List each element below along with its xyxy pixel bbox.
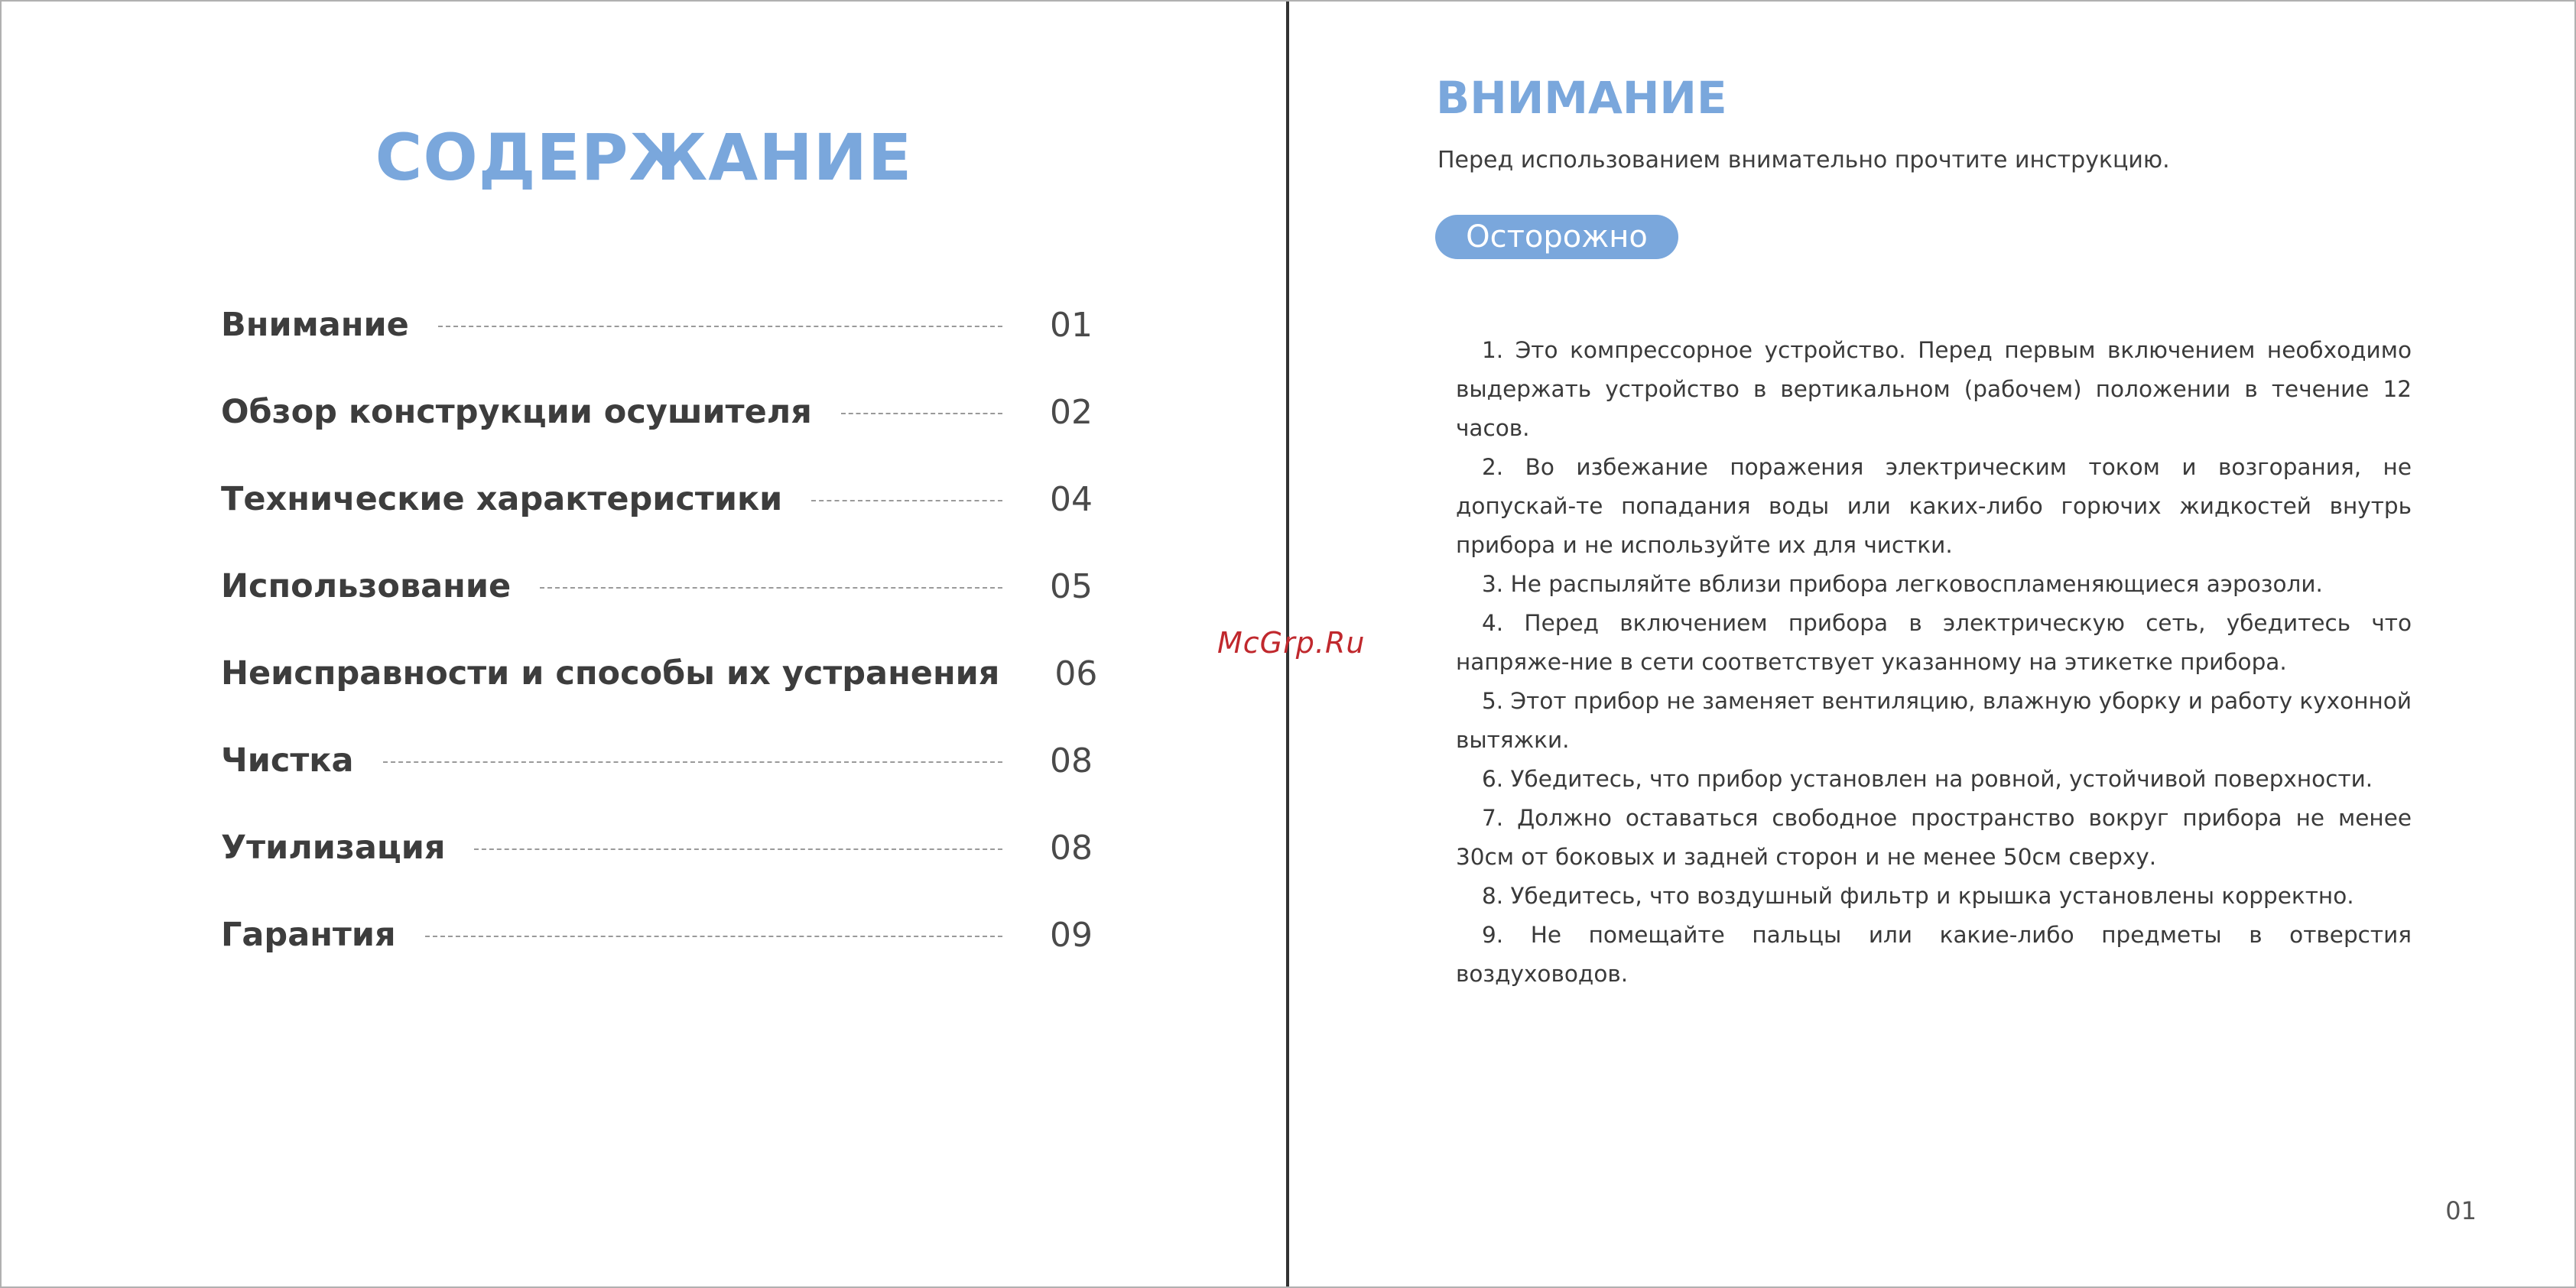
- toc-item-label: Технические характеристики: [221, 480, 783, 518]
- toc-leader-line: [438, 326, 1002, 327]
- safety-rules-list: [1456, 331, 2412, 994]
- safety-rule: 8. Убедитесь, что воздушный фильтр и крышка установлены корректно.: [1482, 883, 2354, 909]
- safety-rule: 1. Это компрессорное устройство. Перед первым включением необходимо выдержать устройство в вертикальном (рабочем) положении в течение 12 часов.: [1456, 337, 2412, 441]
- toc-leader-line: [425, 936, 1002, 937]
- toc-item[interactable]: [221, 630, 1098, 717]
- safety-rule: 5. Этот прибор не заменяет вентиляцию, влажную уборку и работу кухонной вытяжки.: [1456, 688, 2412, 753]
- toc-item[interactable]: [221, 368, 1093, 456]
- toc-item[interactable]: [221, 543, 1093, 630]
- toc-item-page: 08: [1050, 828, 1093, 868]
- safety-rule: 6. Убедитесь, что прибор установлен на ровной, устойчивой поверхности.: [1482, 766, 2373, 792]
- toc-item[interactable]: [221, 804, 1093, 891]
- watermark-text: McGrp.Ru: [1217, 626, 1366, 660]
- toc-leader-line: [474, 848, 1002, 850]
- toc-item[interactable]: [221, 456, 1093, 543]
- toc-item-label: Обзор конструкции осушителя: [221, 393, 812, 431]
- toc-item-page: 09: [1050, 915, 1093, 955]
- toc-item-page: 04: [1050, 479, 1093, 519]
- page-number: 01: [2445, 1196, 2477, 1225]
- safety-rule: 9. Не помещайте пальцы или какие-либо предметы в отверстия воздуховодов.: [1456, 922, 2412, 987]
- toc-item-label: Использование: [221, 567, 512, 605]
- toc-item-page: 08: [1050, 741, 1093, 780]
- toc-item-label: Неисправности и способы их устранения: [221, 654, 1000, 693]
- safety-rule: 2. Во избежание поражения электрическим током и возгорания, не допускай-те попадания воды или каких-либо горючих жидкостей внутрь прибора и не используйте их для чистки.: [1456, 454, 2412, 558]
- toc-item-label: Гарантия: [221, 916, 396, 954]
- safety-rule: 7. Должно оставаться свободное пространство вокруг прибора не менее 30см от боковых и задней сторон и не менее 50см сверху.: [1456, 805, 2412, 870]
- toc-page: [2, 2, 1286, 1286]
- toc-item[interactable]: [221, 717, 1093, 804]
- caution-badge: Осторожно: [1435, 215, 1678, 259]
- toc-item-page: 05: [1050, 566, 1093, 606]
- warning-title: ВНИМАНИЕ: [1436, 72, 1727, 124]
- toc-item[interactable]: [221, 281, 1093, 368]
- toc-item-label: Внимание: [221, 306, 409, 344]
- toc-item-page: 06: [1054, 654, 1098, 693]
- toc-leader-line: [841, 413, 1002, 414]
- toc-item-label: Чистка: [221, 741, 354, 780]
- safety-rule: 4. Перед включением прибора в электрическую сеть, убедитесь что напряже-ние в сети соответствует указанному на этикетке прибора.: [1456, 610, 2412, 675]
- safety-rule: 3. Не распыляйте вблизи прибора легковоспламеняющиеся аэрозоли.: [1482, 571, 2323, 597]
- toc-item-label: Утилизация: [221, 829, 446, 867]
- toc-leader-line: [540, 587, 1002, 589]
- toc-title: СОДЕРЖАНИЕ: [375, 120, 913, 195]
- toc-item-page: 02: [1050, 392, 1093, 432]
- toc-leader-line: [383, 761, 1003, 763]
- toc-item[interactable]: [221, 891, 1093, 978]
- toc-list: [221, 281, 1098, 978]
- warning-subtitle: Перед использованием внимательно прочтите инструкцию.: [1437, 147, 2170, 174]
- toc-leader-line: [811, 500, 1002, 501]
- toc-item-page: 01: [1050, 305, 1093, 345]
